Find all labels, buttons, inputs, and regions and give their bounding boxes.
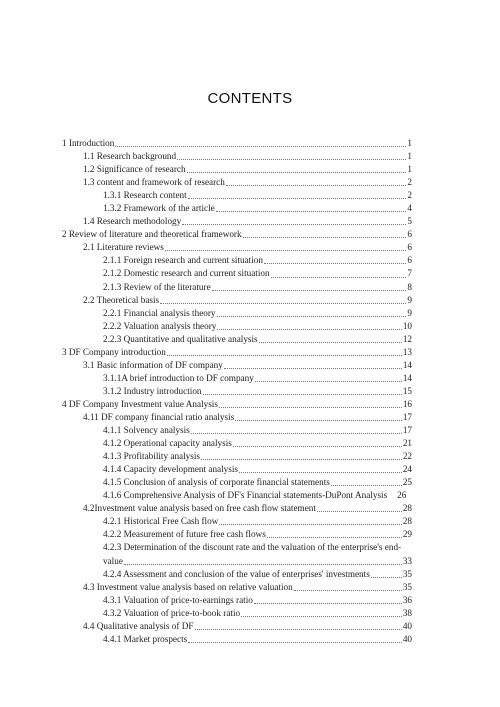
toc-entry-page: 5 <box>407 216 412 227</box>
dot-leader <box>371 577 402 578</box>
toc-entry-page: 21 <box>402 438 412 449</box>
dot-leader <box>188 642 402 643</box>
toc-entry[interactable] <box>62 202 412 215</box>
toc-entry-page: 1 <box>407 138 412 148</box>
toc-entry[interactable] <box>62 411 412 424</box>
toc-entry-label: 3.1.2 Industry introduction <box>103 385 202 396</box>
toc-entry-page: 12 <box>402 333 412 344</box>
dot-leader <box>212 290 407 291</box>
toc-entry-page: 26 <box>397 490 407 501</box>
toc-entry-label: 3.1 Basic information of DF company <box>83 359 223 370</box>
dot-leader <box>160 303 406 304</box>
dot-leader <box>259 342 402 343</box>
toc-entry-label: 2.2.3 Quantitative and qualitative analysis <box>103 333 258 344</box>
toc-entry[interactable] <box>62 541 412 554</box>
toc-entry-label: 4.1.6 Comprehensive Analysis of DF's Financial statements-DuPont Analysis <box>103 490 388 501</box>
dot-leader <box>317 511 402 512</box>
dot-leader <box>217 316 407 317</box>
toc-entry-label: value <box>103 555 123 566</box>
toc-entry-page: 14 <box>402 372 412 383</box>
toc-entry-label: 2.2.2 Valuation analysis theory <box>103 320 217 331</box>
dot-leader <box>219 407 402 408</box>
dot-leader <box>239 472 402 473</box>
toc-entry-label: 4.4 Qualitative analysis of DF <box>83 620 194 631</box>
toc-entry-label: 4.2.1 Historical Free Cash flow <box>103 516 219 527</box>
dot-leader <box>267 537 402 538</box>
toc-entry-label: 4.4.1 Market prospects <box>103 633 188 644</box>
toc-entry[interactable] <box>62 281 412 294</box>
toc-entry[interactable] <box>62 163 412 176</box>
toc-entry[interactable] <box>62 568 412 581</box>
toc-entry-label: 4.1.4 Capacity development analysis <box>103 464 238 475</box>
toc-entry-label: 4.2.4 Assessment and conclusion of the value of enterprises' investments <box>103 568 370 579</box>
toc-entry-label: 2.1.2 Domestic research and current situation <box>103 268 270 279</box>
toc-entry[interactable] <box>62 359 412 372</box>
toc-entry[interactable] <box>62 346 412 359</box>
toc-entry-page: 29 <box>402 529 412 540</box>
toc-entry-label: 2.1.1 Foreign research and current situation <box>103 255 263 266</box>
toc-entry[interactable] <box>62 137 412 150</box>
toc-entry[interactable] <box>62 215 412 228</box>
toc-entry-page: 9 <box>407 294 412 305</box>
dot-leader <box>203 394 402 395</box>
toc-entry-page: 8 <box>407 281 412 292</box>
toc-entry-label: 1.4 Research methodology <box>83 216 182 227</box>
toc-entry[interactable] <box>62 176 412 189</box>
toc-entry-page: 35 <box>402 581 412 592</box>
toc-entry-label: 4.1.1 Solvency analysis <box>103 425 190 436</box>
toc-entry[interactable] <box>62 476 412 489</box>
toc-entry-page: 17 <box>402 425 412 436</box>
toc-entry-page: 17 <box>402 411 412 422</box>
toc-entry-page: 15 <box>402 385 412 396</box>
table-of-contents <box>62 137 412 646</box>
toc-entry[interactable] <box>62 489 412 502</box>
toc-entry-page: 9 <box>407 307 412 318</box>
toc-entry[interactable] <box>62 450 412 463</box>
dot-leader <box>167 355 402 356</box>
dot-leader <box>241 616 402 617</box>
toc-entry[interactable] <box>62 228 412 241</box>
toc-entry[interactable] <box>62 555 412 568</box>
dot-leader <box>216 211 407 212</box>
toc-entry-page: 2 <box>407 190 412 201</box>
toc-entry-label: 4.1.3 Profitability analysis <box>103 451 200 462</box>
toc-entry-label: 1.3.2 Framework of the article <box>103 203 215 214</box>
dot-leader <box>191 433 402 434</box>
dot-leader <box>195 629 402 630</box>
toc-entry-page: 40 <box>402 633 412 644</box>
dot-leader <box>271 277 407 278</box>
toc-entry-page: 25 <box>402 477 412 488</box>
dot-leader <box>201 459 402 460</box>
dot-leader <box>331 485 402 486</box>
toc-entry[interactable] <box>62 294 412 307</box>
toc-entry-label: 1.3.1 Research content <box>103 190 187 201</box>
dot-leader <box>219 524 401 525</box>
toc-entry[interactable] <box>62 424 412 437</box>
dot-leader <box>188 198 407 199</box>
toc-entry-page: 2 <box>407 177 412 188</box>
toc-entry-page: 38 <box>402 607 412 618</box>
toc-entry[interactable] <box>62 241 412 254</box>
toc-entry-page: 13 <box>402 346 412 357</box>
dot-leader <box>255 381 402 382</box>
toc-entry[interactable] <box>62 372 412 385</box>
dot-leader <box>243 237 407 238</box>
toc-entry[interactable] <box>62 502 412 515</box>
toc-entry-label: 2 Review of literature and theoretical framework <box>62 229 242 240</box>
toc-entry[interactable] <box>62 150 412 163</box>
toc-entry-page: 14 <box>402 359 412 370</box>
toc-entry-label: 4.3.2 Valuation of price-to-book ratio <box>103 607 241 618</box>
toc-entry[interactable] <box>62 254 412 267</box>
toc-entry-label: 4 DF Company Investment value Analysis <box>62 398 218 409</box>
toc-entry-page: 40 <box>402 620 412 631</box>
toc-entry[interactable] <box>62 267 412 280</box>
toc-entry[interactable] <box>62 189 412 202</box>
toc-entry-label: 4.2.3 Determination of the discount rate and the valuation of the enterprise's end- <box>103 542 402 553</box>
toc-entry[interactable] <box>62 620 412 633</box>
toc-entry-label: 4.1.2 Operational capacity analysis <box>103 438 232 449</box>
toc-entry[interactable] <box>62 307 412 320</box>
toc-entry-label: 1.3 content and framework of research <box>83 177 225 188</box>
toc-entry-page: 6 <box>407 255 412 266</box>
toc-entry[interactable] <box>62 398 412 411</box>
toc-entry-page: 1 <box>407 151 412 162</box>
toc-entry-page: 7 <box>407 268 412 279</box>
toc-entry-label: 3 DF Company introduction <box>62 346 166 357</box>
dot-leader <box>182 224 406 225</box>
dot-leader <box>235 420 402 421</box>
toc-entry-page: 22 <box>402 451 412 462</box>
toc-entry-label: 3.1.1A brief introduction to DF company <box>103 372 254 383</box>
toc-entry-label: 4.11 DF company financial ratio analysis <box>83 411 235 422</box>
dot-leader <box>226 185 407 186</box>
toc-entry-label: 4.3.1 Valuation of price-to-earnings ratio <box>103 594 253 605</box>
toc-entry[interactable] <box>62 594 412 607</box>
toc-entry[interactable] <box>62 607 412 620</box>
toc-entry-label: 1 Introduction <box>62 138 115 148</box>
dot-leader <box>233 446 402 447</box>
toc-entry[interactable] <box>62 528 412 541</box>
toc-entry-page: 6 <box>407 229 412 240</box>
toc-entry-page: 16 <box>402 398 412 409</box>
toc-entry[interactable] <box>62 515 412 528</box>
dot-leader <box>217 329 401 330</box>
toc-entry-label: 4.3 Investment value analysis based on relative valuation <box>83 581 293 592</box>
toc-entry-page: 33 <box>402 555 412 566</box>
toc-entry-label: 2.1 Literature reviews <box>83 242 164 253</box>
toc-entry-label: 4.1.5 Conclusion of analysis of corporate financial statements <box>103 477 330 488</box>
dot-leader <box>264 263 406 264</box>
toc-entry-page: 28 <box>402 503 412 514</box>
toc-entry-label: 2.1.3 Review of the literature <box>103 281 211 292</box>
dot-leader <box>187 172 407 173</box>
toc-entry-page: 1 <box>407 164 412 175</box>
toc-entry-label: 2.2.1 Financial analysis theory <box>103 307 216 318</box>
toc-entry[interactable] <box>62 385 412 398</box>
toc-entry-label: 4.2Investment value analysis based on free cash flow statement <box>83 503 316 514</box>
page-title: CONTENTS <box>207 90 293 107</box>
toc-entry-page: 24 <box>402 464 412 475</box>
toc-entry-page: 6 <box>407 242 412 253</box>
toc-entry[interactable] <box>62 633 412 646</box>
dot-leader <box>294 590 402 591</box>
toc-entry[interactable] <box>62 333 412 346</box>
dot-leader <box>224 368 402 369</box>
toc-entry[interactable] <box>62 437 412 450</box>
toc-entry-label: 1.2 Significance of research <box>83 164 186 175</box>
dot-leader <box>254 603 402 604</box>
toc-entry-label: 1.1 Research background <box>83 151 177 162</box>
toc-entry-label: 4.2.2 Measurement of future free cash flows <box>103 529 266 540</box>
toc-entry-label: 2.2 Theoretical basis <box>83 294 160 305</box>
toc-entry-page: 35 <box>402 568 412 579</box>
dot-leader <box>124 564 402 565</box>
toc-entry-page: 28 <box>402 516 412 527</box>
dot-leader <box>165 250 407 251</box>
dot-leader <box>177 159 406 160</box>
dot-leader <box>115 146 406 147</box>
toc-entry-page: 4 <box>407 203 412 214</box>
toc-entry[interactable] <box>62 463 412 476</box>
toc-entry-page: 10 <box>402 320 412 331</box>
toc-entry-page: 36 <box>402 594 412 605</box>
toc-entry[interactable] <box>62 320 412 333</box>
toc-entry[interactable] <box>62 581 412 594</box>
